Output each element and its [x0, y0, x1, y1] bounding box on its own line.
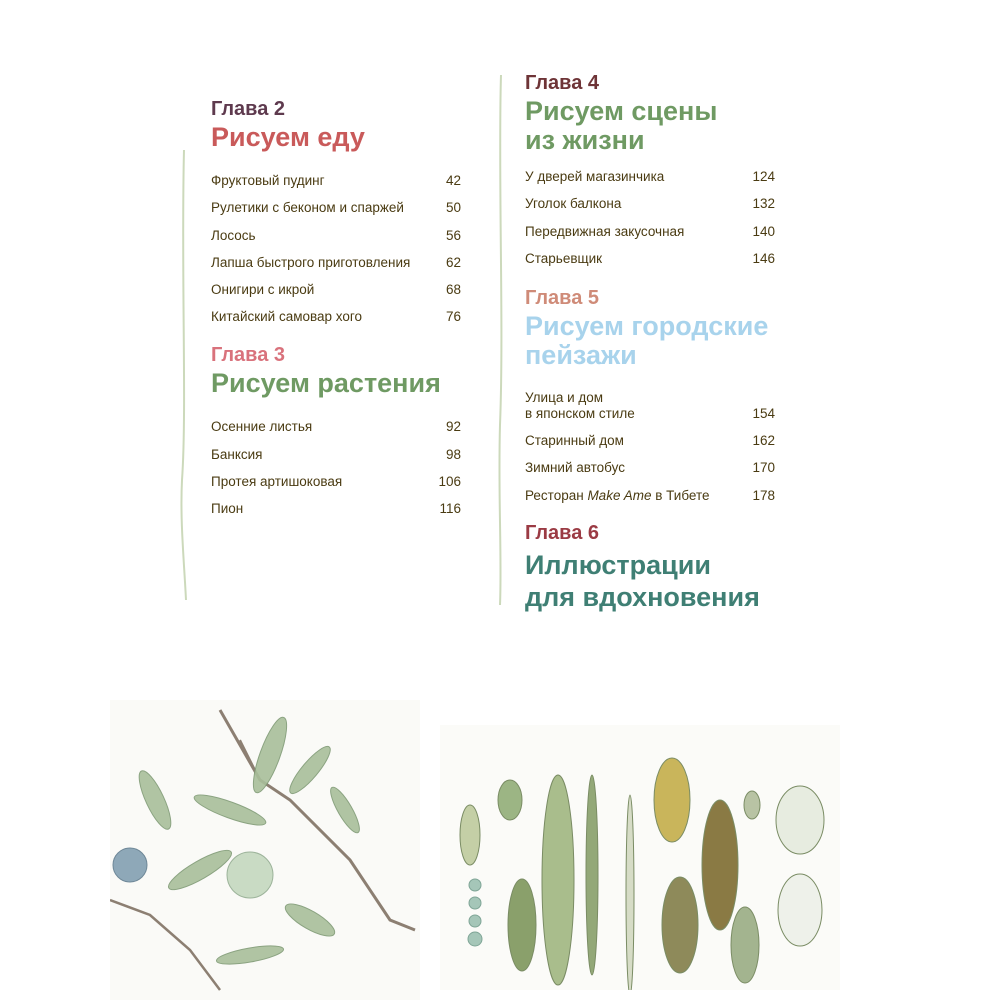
toc-entry[interactable]: [211, 447, 461, 463]
toc-entry-title: Рулетики с беконом и спаржей: [211, 200, 404, 216]
toc-entry-page: 146: [752, 250, 775, 266]
toc-entry-title: Банксия: [211, 446, 263, 462]
toc-entry[interactable]: [525, 196, 775, 212]
toc-entry[interactable]: [211, 501, 461, 517]
toc-entry-title: Передвижная закусочная: [525, 223, 685, 239]
toc-entry[interactable]: [211, 474, 461, 490]
toc-entry-title-italic: Make Ame: [587, 487, 652, 503]
toc-entry-page: 106: [438, 474, 461, 490]
toc-entry-page: 170: [752, 460, 775, 476]
toc-entry-page: 124: [752, 169, 775, 184]
leaves-illustration: [440, 725, 840, 990]
chapter-5-label: Глава 5: [525, 286, 600, 309]
banksia-cone-icon: [113, 848, 147, 882]
toc-entry-title: Пион: [211, 501, 244, 517]
chapter-4-label: Глава 4: [525, 72, 600, 94]
toc-entry[interactable]: [211, 255, 461, 271]
toc-entry[interactable]: [525, 224, 775, 240]
branch-illustration: [110, 700, 420, 1000]
right-divider-line: [494, 75, 508, 605]
toc-entry-title: Старьевщик: [525, 250, 603, 266]
toc-entry[interactable]: [211, 309, 461, 325]
chapter-3-title: Рисуем растения: [211, 368, 441, 399]
toc-entry-title: Осенние листья: [211, 419, 313, 435]
toc-entry-page: 68: [445, 282, 461, 298]
toc-entry-page: 154: [752, 405, 775, 421]
chapter-6-title: Иллюстрации для вдохновения: [525, 549, 760, 612]
toc-entry-title: Протея артишоковая: [211, 474, 343, 490]
toc-entry-page: 116: [439, 501, 461, 517]
toc-entry-page: 140: [752, 223, 775, 239]
toc-entry[interactable]: [211, 200, 461, 216]
toc-entry-title: [525, 488, 710, 504]
toc-entry-title: Лосось: [211, 227, 256, 243]
toc-entry[interactable]: [211, 419, 461, 435]
toc-right-column: [525, 71, 775, 613]
toc-left-column: [211, 97, 461, 529]
toc-entry-title: Фруктовый пудинг: [211, 173, 325, 188]
toc-entry-page: 132: [752, 196, 775, 212]
toc-entry-page: 56: [445, 227, 461, 243]
toc-entry[interactable]: [211, 173, 461, 189]
toc-entry-page: 178: [752, 487, 775, 503]
chapter-2-title: Рисуем еду: [211, 122, 365, 152]
toc-entry-title: У дверей магазинчика: [525, 169, 665, 184]
toc-entry-page: 92: [445, 419, 461, 435]
toc-entry[interactable]: [525, 433, 775, 449]
chapter-2-label: Глава 2: [211, 98, 286, 120]
toc-entry[interactable]: [525, 488, 775, 504]
toc-entry-title: Улица и дом в японском стиле: [525, 389, 635, 421]
toc-entry-page: 62: [445, 254, 461, 270]
toc-entry-page: 50: [445, 200, 461, 216]
chapter-4: [525, 71, 775, 267]
toc-entry-title: Лапша быстрого приготовления: [211, 254, 411, 270]
chapter-6: [525, 521, 775, 613]
toc-entry-page: 76: [445, 309, 461, 325]
toc-entry[interactable]: [211, 228, 461, 244]
toc-entry[interactable]: [525, 390, 775, 422]
toc-entry[interactable]: [525, 460, 775, 476]
toc-entry-title: Зимний автобус: [525, 460, 625, 476]
chapter-2: [211, 97, 461, 325]
toc-entry-title: Китайский самовар хого: [211, 309, 363, 325]
toc-entry-page: 98: [445, 446, 461, 462]
toc-entry-title: Старинный дом: [525, 433, 624, 449]
toc-entry-title-prefix: Ресторан: [525, 487, 588, 503]
chapter-4-entries: [525, 169, 775, 267]
toc-entry-title: Онигири с икрой: [211, 282, 315, 298]
chapter-6-label: Глава 6: [525, 521, 600, 544]
chapter-2-entries: [211, 173, 461, 325]
toc-entry[interactable]: [525, 251, 775, 267]
banksia-cone-icon: [227, 852, 273, 898]
left-divider-line: [178, 150, 192, 600]
chapter-5-entries: [525, 390, 775, 504]
chapter-4-title: Рисуем сцены из жизни: [525, 96, 718, 155]
chapter-5: [525, 286, 775, 504]
chapter-3-entries: [211, 419, 461, 517]
toc-entry-page: 162: [752, 433, 775, 449]
toc-entry[interactable]: [211, 282, 461, 298]
toc-entry-page: 42: [445, 173, 461, 188]
toc-entry-title-suffix: в Тибете: [651, 487, 710, 503]
toc-entry[interactable]: [525, 169, 775, 185]
chapter-3: [211, 343, 461, 517]
chapter-3-label: Глава 3: [211, 344, 286, 367]
chapter-5-title: Рисуем городские пейзажи: [525, 310, 769, 370]
toc-entry-title: Уголок балкона: [525, 196, 622, 212]
